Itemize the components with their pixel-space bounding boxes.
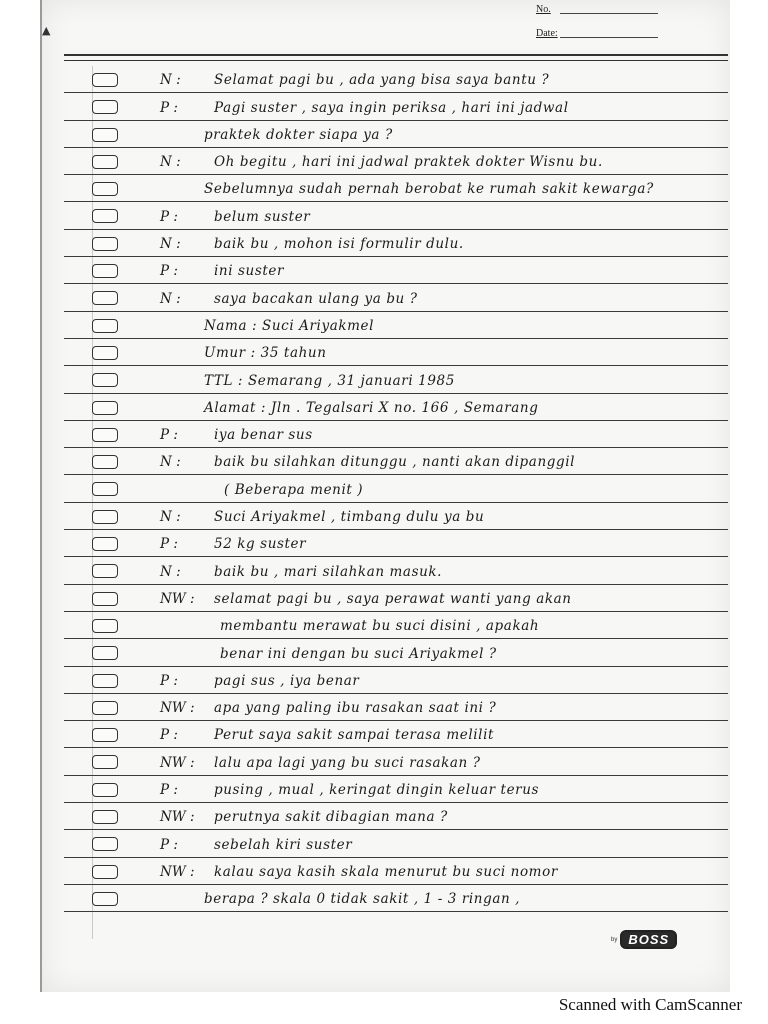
line-text: Sebelumnya sudah pernah berobat ke rumah sakit kewarga? bbox=[204, 181, 654, 198]
speaker: P : bbox=[160, 672, 178, 689]
speaker: P : bbox=[160, 208, 178, 225]
row-checkbox[interactable] bbox=[92, 728, 118, 742]
line-row bbox=[64, 121, 728, 148]
line-text: baik bu silahkan ditunggu , nanti akan dipanggil bbox=[214, 454, 576, 471]
line-row bbox=[64, 803, 728, 830]
line-text: baik bu , mari silahkan masuk. bbox=[214, 563, 443, 580]
row-checkbox[interactable] bbox=[92, 892, 118, 906]
row-checkbox[interactable] bbox=[92, 537, 118, 551]
row-checkbox[interactable] bbox=[92, 810, 118, 824]
row-checkbox[interactable] bbox=[92, 783, 118, 797]
line-text: lalu apa lagi yang bu suci rasakan ? bbox=[214, 754, 481, 771]
line-row bbox=[64, 858, 728, 885]
row-checkbox[interactable] bbox=[92, 482, 118, 496]
row-checkbox[interactable] bbox=[92, 619, 118, 633]
row-checkbox[interactable] bbox=[92, 865, 118, 879]
header-rule bbox=[64, 54, 728, 56]
speaker: N : bbox=[160, 290, 181, 307]
line-text: ini suster bbox=[214, 263, 285, 280]
line-text: baik bu , mohon isi formulir dulu. bbox=[214, 236, 464, 253]
row-checkbox[interactable] bbox=[92, 564, 118, 578]
speaker: N : bbox=[160, 72, 181, 89]
line-text: selamat pagi bu , saya perawat wanti yang akan bbox=[214, 590, 572, 607]
line-text: Oh begitu , hari ini jadwal praktek dokter Wisnu bu. bbox=[214, 154, 603, 171]
line-row bbox=[64, 366, 728, 393]
line-text: Suci Ariyakmel , timbang dulu ya bu bbox=[214, 509, 485, 526]
row-checkbox[interactable] bbox=[92, 646, 118, 660]
line-row bbox=[64, 503, 728, 530]
speaker: NW : bbox=[160, 863, 195, 880]
speaker: P : bbox=[160, 99, 178, 116]
row-checkbox[interactable] bbox=[92, 674, 118, 688]
line-row bbox=[64, 530, 728, 557]
line-text: Alamat : Jln . Tegalsari X no. 166 , Semarang bbox=[204, 399, 539, 416]
line-row bbox=[64, 612, 728, 639]
line-row bbox=[64, 202, 728, 229]
line-text: Nama : Suci Ariyakmel bbox=[204, 317, 375, 334]
row-checkbox[interactable] bbox=[92, 73, 118, 87]
line-row bbox=[64, 585, 728, 612]
speaker: N : bbox=[160, 563, 181, 580]
speaker: NW : bbox=[160, 700, 195, 717]
row-checkbox[interactable] bbox=[92, 510, 118, 524]
row-checkbox[interactable] bbox=[92, 755, 118, 769]
line-row bbox=[64, 748, 728, 775]
row-checkbox[interactable] bbox=[92, 373, 118, 387]
line-text: kalau saya kasih skala menurut bu suci nomor bbox=[214, 863, 558, 880]
speaker: NW : bbox=[160, 754, 195, 771]
speaker: P : bbox=[160, 727, 178, 744]
ruled-lines bbox=[64, 66, 728, 912]
row-checkbox[interactable] bbox=[92, 401, 118, 415]
row-checkbox[interactable] bbox=[92, 428, 118, 442]
line-row bbox=[64, 721, 728, 748]
speaker: P : bbox=[160, 782, 178, 799]
date-label: Date: bbox=[536, 28, 558, 39]
line-text: benar ini dengan bu suci Ariyakmel ? bbox=[220, 645, 497, 662]
row-checkbox[interactable] bbox=[92, 455, 118, 469]
speaker: N : bbox=[160, 154, 181, 171]
line-row bbox=[64, 475, 728, 502]
line-text: pagi sus , iya benar bbox=[214, 672, 360, 689]
row-checkbox[interactable] bbox=[92, 592, 118, 606]
line-row bbox=[64, 257, 728, 284]
line-row bbox=[64, 175, 728, 202]
line-text: apa yang paling ibu rasakan saat ini ? bbox=[214, 700, 497, 717]
line-row bbox=[64, 339, 728, 366]
line-text: 52 kg suster bbox=[214, 536, 307, 553]
line-text: iya benar sus bbox=[214, 427, 313, 444]
row-checkbox[interactable] bbox=[92, 155, 118, 169]
line-row bbox=[64, 312, 728, 339]
speaker: N : bbox=[160, 509, 181, 526]
line-row bbox=[64, 776, 728, 803]
line-row bbox=[64, 66, 728, 93]
line-row bbox=[64, 639, 728, 666]
row-checkbox[interactable] bbox=[92, 182, 118, 196]
speaker: P : bbox=[160, 836, 178, 853]
no-line bbox=[560, 13, 658, 14]
line-text: praktek dokter siapa ya ? bbox=[204, 126, 393, 143]
line-text: sebelah kiri suster bbox=[214, 836, 353, 853]
row-checkbox[interactable] bbox=[92, 209, 118, 223]
no-label: No. bbox=[536, 4, 551, 15]
line-row bbox=[64, 448, 728, 475]
line-text: ( Beberapa menit ) bbox=[224, 481, 364, 498]
line-row bbox=[64, 421, 728, 448]
speaker: P : bbox=[160, 263, 178, 280]
line-row bbox=[64, 230, 728, 257]
line-text: saya bacakan ulang ya bu ? bbox=[214, 290, 418, 307]
brand-name: BOSS bbox=[620, 930, 677, 949]
line-text: membantu merawat bu suci disini , apakah bbox=[220, 618, 540, 635]
line-row bbox=[64, 557, 728, 584]
speaker: N : bbox=[160, 236, 181, 253]
line-text: Pagi suster , saya ingin periksa , hari ini jadwal bbox=[214, 99, 569, 116]
line-text: pusing , mual , keringat dingin keluar terus bbox=[214, 782, 540, 799]
page-corner-mark: ▲ bbox=[42, 24, 51, 37]
brand-prefix: by bbox=[611, 936, 618, 943]
speaker: P : bbox=[160, 427, 178, 444]
row-checkbox[interactable] bbox=[92, 264, 118, 278]
brand-logo bbox=[611, 930, 677, 949]
line-row bbox=[64, 394, 728, 421]
line-text: Selamat pagi bu , ada yang bisa saya bantu ? bbox=[214, 72, 550, 89]
line-text: perutnya sakit dibagian mana ? bbox=[214, 809, 448, 826]
row-checkbox[interactable] bbox=[92, 319, 118, 333]
line-text: berapa ? skala 0 tidak sakit , 1 - 3 ringan , bbox=[204, 891, 521, 908]
line-text: Perut saya sakit sampai terasa melilit bbox=[214, 727, 495, 744]
date-line bbox=[560, 37, 658, 38]
speaker: NW : bbox=[160, 590, 195, 607]
speaker: P : bbox=[160, 536, 178, 553]
line-row bbox=[64, 284, 728, 311]
row-checkbox[interactable] bbox=[92, 128, 118, 142]
line-text: belum suster bbox=[214, 208, 311, 225]
line-row bbox=[64, 694, 728, 721]
line-text: Umur : 35 tahun bbox=[204, 345, 327, 362]
row-checkbox[interactable] bbox=[92, 100, 118, 114]
speaker: N : bbox=[160, 454, 181, 471]
row-checkbox[interactable] bbox=[92, 291, 118, 305]
row-checkbox[interactable] bbox=[92, 837, 118, 851]
line-row bbox=[64, 885, 728, 912]
scanner-watermark: Scanned with CamScanner bbox=[558, 995, 742, 1014]
row-checkbox[interactable] bbox=[92, 346, 118, 360]
line-row bbox=[64, 667, 728, 694]
row-checkbox[interactable] bbox=[92, 701, 118, 715]
line-text: TTL : Semarang , 31 januari 1985 bbox=[204, 372, 455, 389]
header-rule-2 bbox=[64, 60, 728, 61]
row-checkbox[interactable] bbox=[92, 237, 118, 251]
speaker: NW : bbox=[160, 809, 195, 826]
line-row bbox=[64, 148, 728, 175]
line-row bbox=[64, 93, 728, 120]
line-row bbox=[64, 830, 728, 857]
